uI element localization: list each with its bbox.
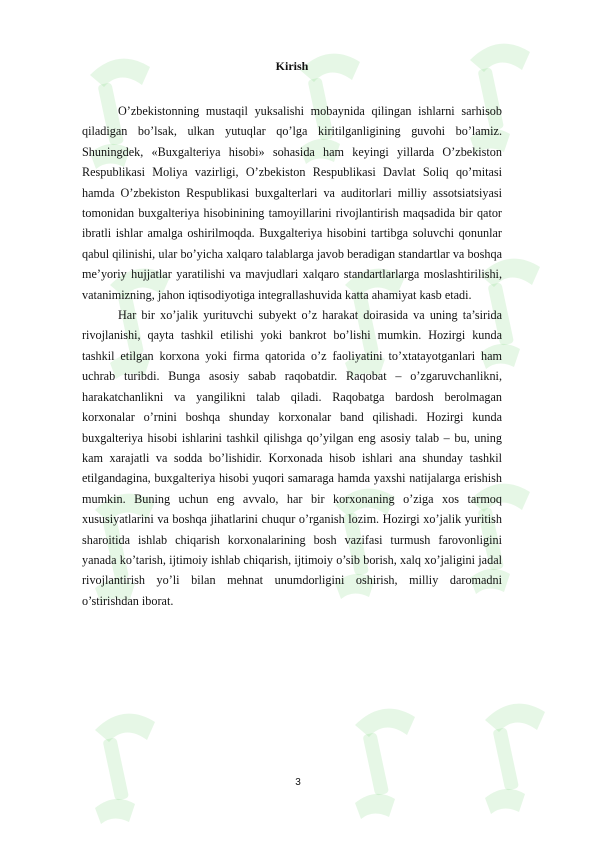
document-page (82, 56, 502, 611)
paragraph-1: O’zbekistonning mustaqil yuksalishi mobaynida qilingan ishlarni sarhisob qiladigan bo’lsak, ulkan yutuqlar qo’lga kiritilganligining guvohi bo’lamiz. Shuningdek, «Buxgalteriya hisobi» sohasida ham keyingi yillarda O’zbekiston Respublikasi Moliya vazirligi, O’zbekiston Respublikasi Davlat Soliq qo’mitasi hamda O’zbekiston Respublikasi buxgalterlari va auditorlari milliy assotsiatsiyasi tomonidan buxgalteriya hisobinining tamoyillarini rivojlantirish maqsadida bir qator ibratli ishlar amalga oshirilmoqda. Buxgalteriya hisobini tartibga soluvchi qonunlar qabul qilinishi, ular bo’yicha xalqaro talablarga javob beradigan standartlar va boshqa me’yoriy hujjatlar yaratilishi va mavjudlari xalqaro standartlarlarga moslashtirilishi, vatanimizning, jahon iqtisodiyotiga integrallashuvida katta ahamiyat kasb etadi. (82, 104, 502, 302)
paragraph-2: Har bir xo’jalik yurituvchi subyekt o’z harakat doirasida va uning ta’sirida rivojlanishi, qayta tashkil etilishi yoki bankrot bo’lishi mumkin. Hozirgi kunda tashkil etilgan korxona yoki firma qatorida o’z faoliyatini to’xtatayotganlari ham uchrab turibdi. Bunga asosiy sabab raqobatdir. Raqobat – o’zgaruvchanlikni, harakatchanlikni va yangilikni talab qiladi. Raqobatga bardosh berolmagan korxonalar o’rnini boshqa shunday korxonalar band qilishadi. Hozirgi kunda buxgalteriya hisobi ishlarini tashkil qilishga qo’yilgan eng asosiy talab – bu, uning kam xarajatli va sodda bo’lishidir. Korxonada hisob ishlari ana shunday tashkil etilgandagina, buxgalteriya hisobi yuqori samaraga hamda yaxshi natijalarga erishish mumkin. Buning uchun eng avvalo, har bir korxonaning o’ziga xos tarmoq xususiyatlarini va boshqa jihatlarini chuqur o’rganish lozim. Hozirgi xo’jalik yuritish sharoitida ishlab chiqarish korxonalarining bosh vazifasi turmush farovonligini yanada ko’tarish, ijtimoiy ishlab chiqarish, ijtimoiy o’sib borish, xalq xo’jaligini jadal rivojlantirish yo’li bilan mehnat unumdorligini oshirish, milliy daromadni o’stirishdan iborat. (82, 308, 502, 608)
page-number: 3 (295, 777, 301, 788)
document-title: Kirish (275, 59, 309, 73)
